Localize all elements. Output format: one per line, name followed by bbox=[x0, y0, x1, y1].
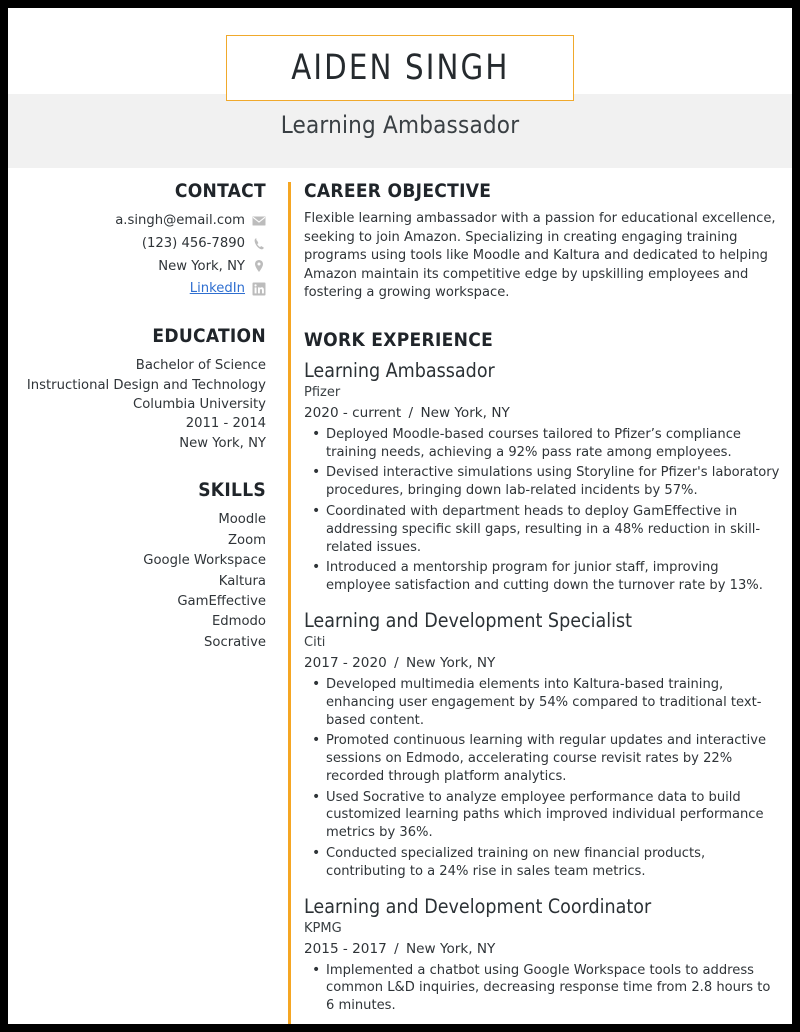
job-bullets bbox=[304, 426, 780, 595]
skill-item: Kaltura bbox=[218, 573, 266, 589]
education-block bbox=[8, 356, 266, 453]
job-dates: 2020 - current bbox=[304, 405, 402, 422]
objective-heading: CAREER OBJECTIVE bbox=[304, 180, 492, 202]
job-dates: 2017 - 2020 bbox=[304, 655, 387, 672]
job-bullet: • Coordinated with department heads to deploy GamEffective in addressing specific skill gaps, resulting in a 48% reduction in skill-related issues. bbox=[304, 503, 780, 556]
job-bullet: • Developed multimedia elements into Kaltura-based training, enhancing user engagement by 54% compared to traditional text-based content. bbox=[304, 676, 780, 729]
job-meta bbox=[304, 940, 780, 960]
education-heading: EDUCATION bbox=[152, 325, 266, 348]
contact-item-linkedin[interactable] bbox=[8, 279, 266, 299]
job-meta-separator: / bbox=[394, 940, 399, 957]
job-role: Learning Ambassador bbox=[304, 358, 495, 382]
job-dates: 2015 - 2017 bbox=[304, 940, 387, 957]
name-box bbox=[226, 35, 574, 101]
job-bullets bbox=[304, 676, 780, 881]
location-pin-icon bbox=[252, 259, 266, 273]
education-line: 2011 - 2014 bbox=[185, 416, 266, 432]
job-location: New York, NY bbox=[420, 405, 510, 422]
sidebar bbox=[8, 180, 266, 653]
job-bullet: • Introduced a mentorship program for junior staff, improving employee satisfaction and cutting down the turnover rate by 13%. bbox=[304, 559, 780, 595]
job-location: New York, NY bbox=[406, 940, 496, 957]
candidate-name: AIDEN SINGH bbox=[290, 48, 510, 88]
skill-item: Socrative bbox=[204, 634, 266, 650]
resume-page bbox=[8, 8, 792, 1024]
job-bullet: • Used Socrative to analyze employee performance data to build customized learning paths which improved individual performance metrics by 36%. bbox=[304, 789, 780, 842]
main-content bbox=[304, 180, 780, 1024]
candidate-job-title: Learning Ambassador bbox=[280, 111, 520, 139]
contact-item-phone bbox=[8, 234, 266, 254]
contact-location-text: New York, NY bbox=[158, 258, 245, 274]
education-line: Bachelor of Science bbox=[135, 358, 266, 374]
job-meta-separator: / bbox=[408, 405, 414, 422]
contact-phone-text: (123) 456-7890 bbox=[141, 235, 245, 251]
skill-item: Edmodo bbox=[211, 614, 266, 630]
job-role: Learning and Development Coordinator bbox=[304, 894, 652, 918]
job-bullet: • Implemented a chatbot using Google Workspace tools to address common L&D inquiries, decreasing response time from 2.8 hours to 6 minutes. bbox=[304, 962, 780, 1015]
linkedin-link-wrapper[interactable] bbox=[190, 279, 245, 299]
contact-email-text: a.singh@email.com bbox=[115, 213, 245, 228]
column-divider bbox=[288, 182, 291, 1024]
contact-heading: CONTACT bbox=[174, 180, 266, 202]
job-company: Citi bbox=[304, 635, 326, 651]
education-line: Instructional Design and Technology bbox=[26, 377, 266, 393]
job-bullet: • Promoted continuous learning with regular updates and interactive sessions on Edmodo, accelerating course revisit rates by 22% recorded through platform analytics. bbox=[304, 732, 780, 785]
experience-entry bbox=[304, 609, 780, 881]
experience-entry bbox=[304, 895, 780, 1015]
job-location: New York, NY bbox=[406, 655, 496, 672]
job-company: Pfizer bbox=[304, 385, 341, 401]
contact-item-location bbox=[8, 257, 266, 277]
phone-icon bbox=[252, 237, 266, 251]
job-meta bbox=[304, 654, 780, 674]
job-company: KPMG bbox=[304, 921, 342, 937]
job-role: Learning and Development Specialist bbox=[304, 608, 633, 632]
education-line: New York, NY bbox=[179, 435, 266, 451]
job-bullet: • Conducted specialized training on new financial products, contributing to a 24% rise in sales team metrics. bbox=[304, 845, 780, 881]
job-bullets bbox=[304, 962, 780, 1015]
experience-heading: WORK EXPERIENCE bbox=[304, 328, 494, 351]
contact-item-email bbox=[8, 211, 266, 231]
skills-heading: SKILLS bbox=[198, 479, 266, 502]
envelope-icon bbox=[252, 214, 266, 228]
job-bullet: • Deployed Moodle-based courses tailored to Pfizer’s compliance training needs, achieving a 92% pass rate among employees. bbox=[304, 426, 780, 462]
skill-item: Moodle bbox=[218, 512, 266, 528]
job-meta bbox=[304, 404, 780, 424]
skill-item: Zoom bbox=[227, 532, 266, 548]
skill-item: GamEffective bbox=[177, 594, 266, 610]
education-line: Columbia University bbox=[133, 397, 266, 412]
experience-entry bbox=[304, 359, 780, 595]
linkedin-icon[interactable] bbox=[252, 282, 266, 296]
contact-list bbox=[8, 211, 266, 299]
job-meta-separator: / bbox=[394, 655, 399, 672]
job-bullet: • Devised interactive simulations using Storyline for Pfizer's laboratory procedures, bringing down lab-related incidents by 57%. bbox=[304, 464, 780, 500]
objective-text: Flexible learning ambassador with a passion for educational excellence, seeking to join Amazon. Specializing in creating engaging training programs using tools like Moodle and Kaltura and dedicated to helping Amazon maintain its competitive edge by upskilling employees and fostering a growing workspace. bbox=[304, 211, 776, 301]
skill-item: Google Workspace bbox=[143, 553, 266, 569]
linkedin-link[interactable]: LinkedIn bbox=[189, 281, 245, 297]
skills-list bbox=[8, 510, 266, 653]
